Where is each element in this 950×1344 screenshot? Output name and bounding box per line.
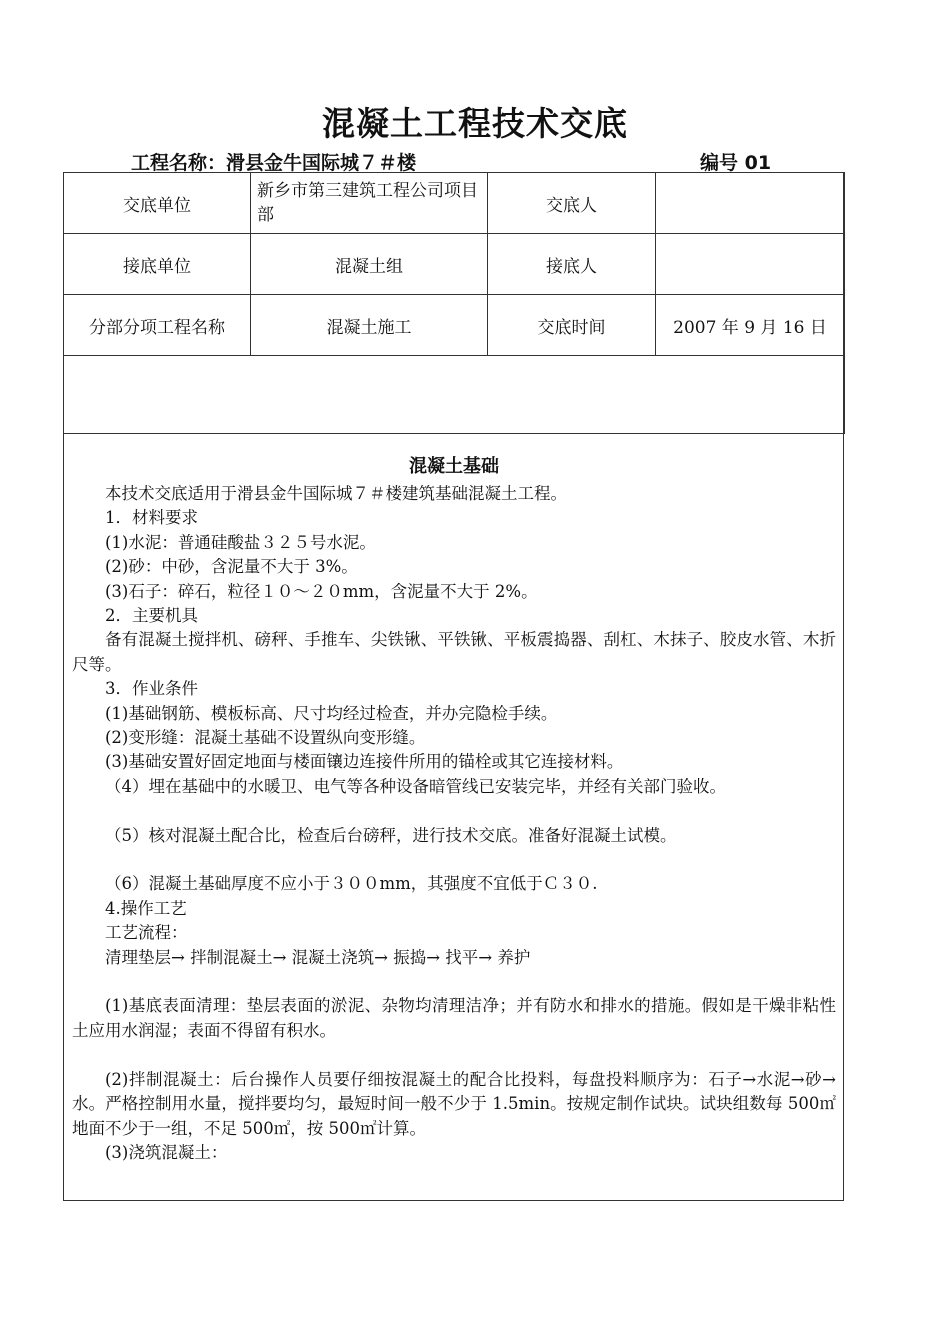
date-value: 2007 年 9 月 16 日 (656, 295, 845, 356)
paragraph: (3)基础安置好固定地面与楼面镶边连接件所用的锚栓或其它连接材料。 (105, 752, 624, 772)
info-table (63, 172, 845, 434)
subproject-label: 分部分项工程名称 (64, 295, 251, 356)
receiving-unit-value: 混凝土组 (251, 234, 488, 295)
serial-number: 编号 01 (700, 152, 772, 174)
date-label: 交底时间 (488, 295, 656, 356)
issuing-unit-label: 交底单位 (64, 173, 251, 234)
paragraph: 备有混凝土搅拌机、磅秤、手推车、尖铁锹、平铁锹、平板震捣器、刮杠、木抹子、胶皮水管、木折尺等。 (72, 630, 836, 674)
table-row (64, 295, 845, 356)
section-heading: 混凝土基础 (409, 456, 499, 477)
paragraph: (3)石子：碎石，粒径１０～２０mm，含泥量不大于 2%。 (105, 581, 538, 601)
receiver-label: 接底人 (488, 234, 656, 295)
receiver-value (656, 234, 845, 295)
paragraph: (1)基础钢筋、模板标高、尺寸均经过检查，并办完隐检手续。 (105, 703, 558, 723)
paragraph: （6）混凝土基础厚度不应小于３００mm，其强度不宜低于Ｃ３０. (105, 874, 598, 894)
paragraph: (3)浇筑混凝土： (105, 1142, 228, 1162)
paragraph: （4）埋在基础中的水暖卫、电气等各种设备暗管线已安装完毕，并经有关部门验收。 (105, 776, 726, 796)
issuer-value (656, 173, 845, 234)
project-name: 工程名称：滑县金牛国际城７＃楼 (131, 152, 417, 174)
document-title: 混凝土工程技术交底 (322, 104, 628, 143)
paragraph: 本技术交底适用于滑县金牛国际城７＃楼建筑基础混凝土工程。 (105, 484, 567, 503)
paragraph: 工艺流程： (105, 923, 188, 943)
paragraph: (2)变形缝：混凝土基础不设置纵向变形缝。 (105, 728, 426, 748)
paragraph: (2)砂：中砂，含泥量不大于 3%。 (105, 557, 358, 577)
paragraph: 清理垫层→ 拌制混凝土→ 混凝土浇筑→ 振捣→ 找平→ 养护 (105, 947, 531, 967)
paragraph: 2．主要机具 (105, 606, 198, 626)
issuing-unit-value: 新乡市第三建筑工程公司项目部 (251, 173, 488, 234)
paragraph: 3．作业条件 (105, 679, 198, 699)
receiving-unit-label: 接底单位 (64, 234, 251, 295)
paragraph: (1)基底表面清理：垫层表面的淤泥、杂物均清理洁净；并有防水和排水的措施。假如是干燥非粘性土应用水润湿；表面不得留有积水。 (72, 996, 836, 1040)
paragraph: (2)拌制混凝土：后台操作人员要仔细按混凝土的配合比投料，每盘投料顺序为：石子→水泥→砂→水。严格控制用水量，搅拌要均匀，最短时间一般不少于 1.5min。按规定制作试块。试块组数每 500㎡地面不少于一组，不足 500㎡，按 500㎡计算。 (72, 1069, 836, 1138)
content-body (72, 452, 836, 1165)
table-row (64, 234, 845, 295)
table-row-blank (64, 356, 845, 434)
blank-cell (64, 356, 845, 434)
table-row (64, 173, 845, 234)
paragraph: (1)水泥：普通硅酸盐３２５号水泥。 (105, 532, 376, 552)
paragraph: （5）核对混凝土配合比，检查后台磅秤，进行技术交底。准备好混凝土试模。 (105, 825, 677, 845)
issuer-label: 交底人 (488, 173, 656, 234)
subproject-value: 混凝土施工 (251, 295, 488, 356)
paragraph: 1．材料要求 (105, 508, 198, 528)
paragraph: 4.操作工艺 (105, 898, 187, 918)
